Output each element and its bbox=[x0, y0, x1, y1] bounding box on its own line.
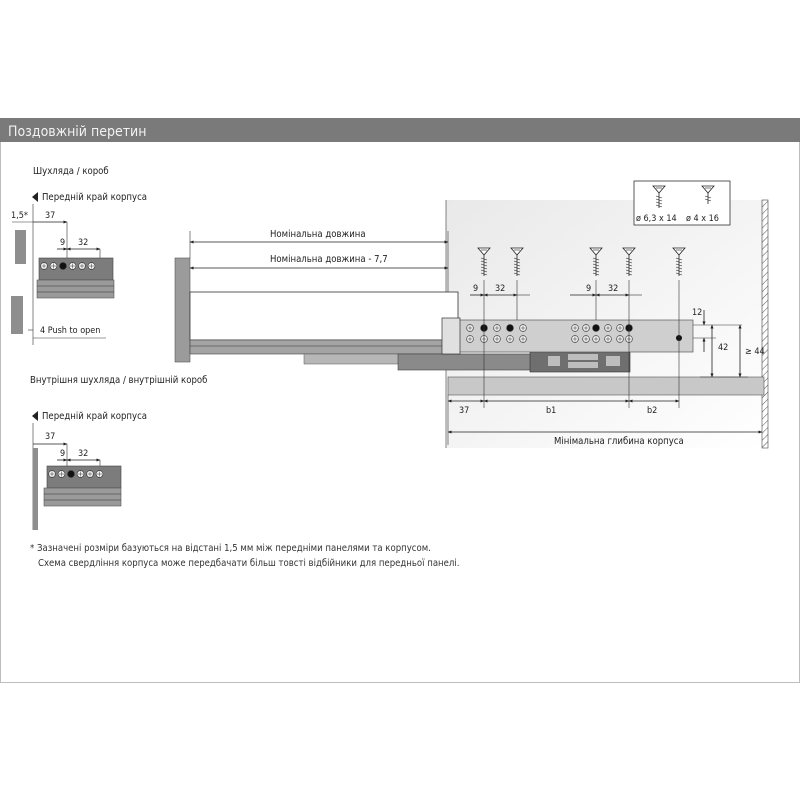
header-title: Поздовжній перетин bbox=[8, 124, 147, 140]
screw-size-1: ø 6,3 x 14 bbox=[636, 214, 677, 224]
drawer-side bbox=[190, 292, 458, 340]
rail-body-1 bbox=[37, 280, 114, 298]
dim-32-inner: 32 bbox=[78, 449, 89, 459]
dim-37-main: 37 bbox=[459, 406, 470, 416]
front-panel-bottom bbox=[11, 296, 23, 334]
inner-drawer-label: Внутрішня шухляда / внутрішній короб bbox=[30, 375, 208, 386]
drawer-bracket bbox=[442, 318, 460, 354]
dim-32-left: 32 bbox=[78, 238, 89, 248]
dim-9-inner: 9 bbox=[60, 449, 66, 459]
dim-9-main-a: 9 bbox=[473, 284, 479, 294]
dim-32-main-b: 32 bbox=[608, 284, 619, 294]
dim-9-left: 9 bbox=[60, 238, 66, 248]
front-edge-label-2: Передній край корпуса bbox=[42, 411, 148, 422]
dim-1-5: 1,5* bbox=[11, 211, 28, 221]
screw-size-2: ø 4 x 16 bbox=[686, 214, 719, 224]
front-edge-label-1: Передній край корпуса bbox=[42, 192, 148, 203]
footnote-line-1: * Зазначені розміри базуються на відстані 1,5 мм між передніми панелями та корпусом. bbox=[30, 543, 431, 554]
back-wall bbox=[762, 200, 768, 448]
drawer-front bbox=[175, 258, 190, 362]
dim-44: ≥ 44 bbox=[745, 347, 765, 357]
push-label: 4 Push to open bbox=[40, 326, 101, 336]
dim-37-left: 37 bbox=[45, 211, 56, 221]
dim-37-inner: 37 bbox=[45, 432, 56, 442]
dim-b2: b2 bbox=[647, 406, 658, 416]
dim-12: 12 bbox=[692, 308, 703, 318]
inner-front-panel bbox=[33, 448, 38, 530]
footnote-line-2: Схема свердління корпуса може передбачати більш товсті відбійники для передньої панелі. bbox=[38, 558, 460, 569]
nominal-length: Номінальна довжина bbox=[270, 229, 366, 240]
rail-plate-2 bbox=[47, 466, 121, 488]
runner-top bbox=[190, 340, 456, 354]
nominal-length-minus: Номінальна довжина - 7,7 bbox=[270, 254, 388, 265]
rail-plate-1 bbox=[39, 258, 113, 280]
dim-42: 42 bbox=[718, 343, 729, 353]
cabinet-bottom bbox=[448, 377, 764, 395]
front-panel-top bbox=[15, 230, 26, 264]
dim-b1: b1 bbox=[546, 406, 557, 416]
rail-body-2 bbox=[44, 488, 121, 506]
dim-32-main-a: 32 bbox=[495, 284, 506, 294]
min-cabinet-depth: Мінімальна глибина корпуса bbox=[554, 436, 684, 447]
dim-9-main-b: 9 bbox=[586, 284, 592, 294]
drawer-label: Шухляда / короб bbox=[33, 166, 109, 177]
